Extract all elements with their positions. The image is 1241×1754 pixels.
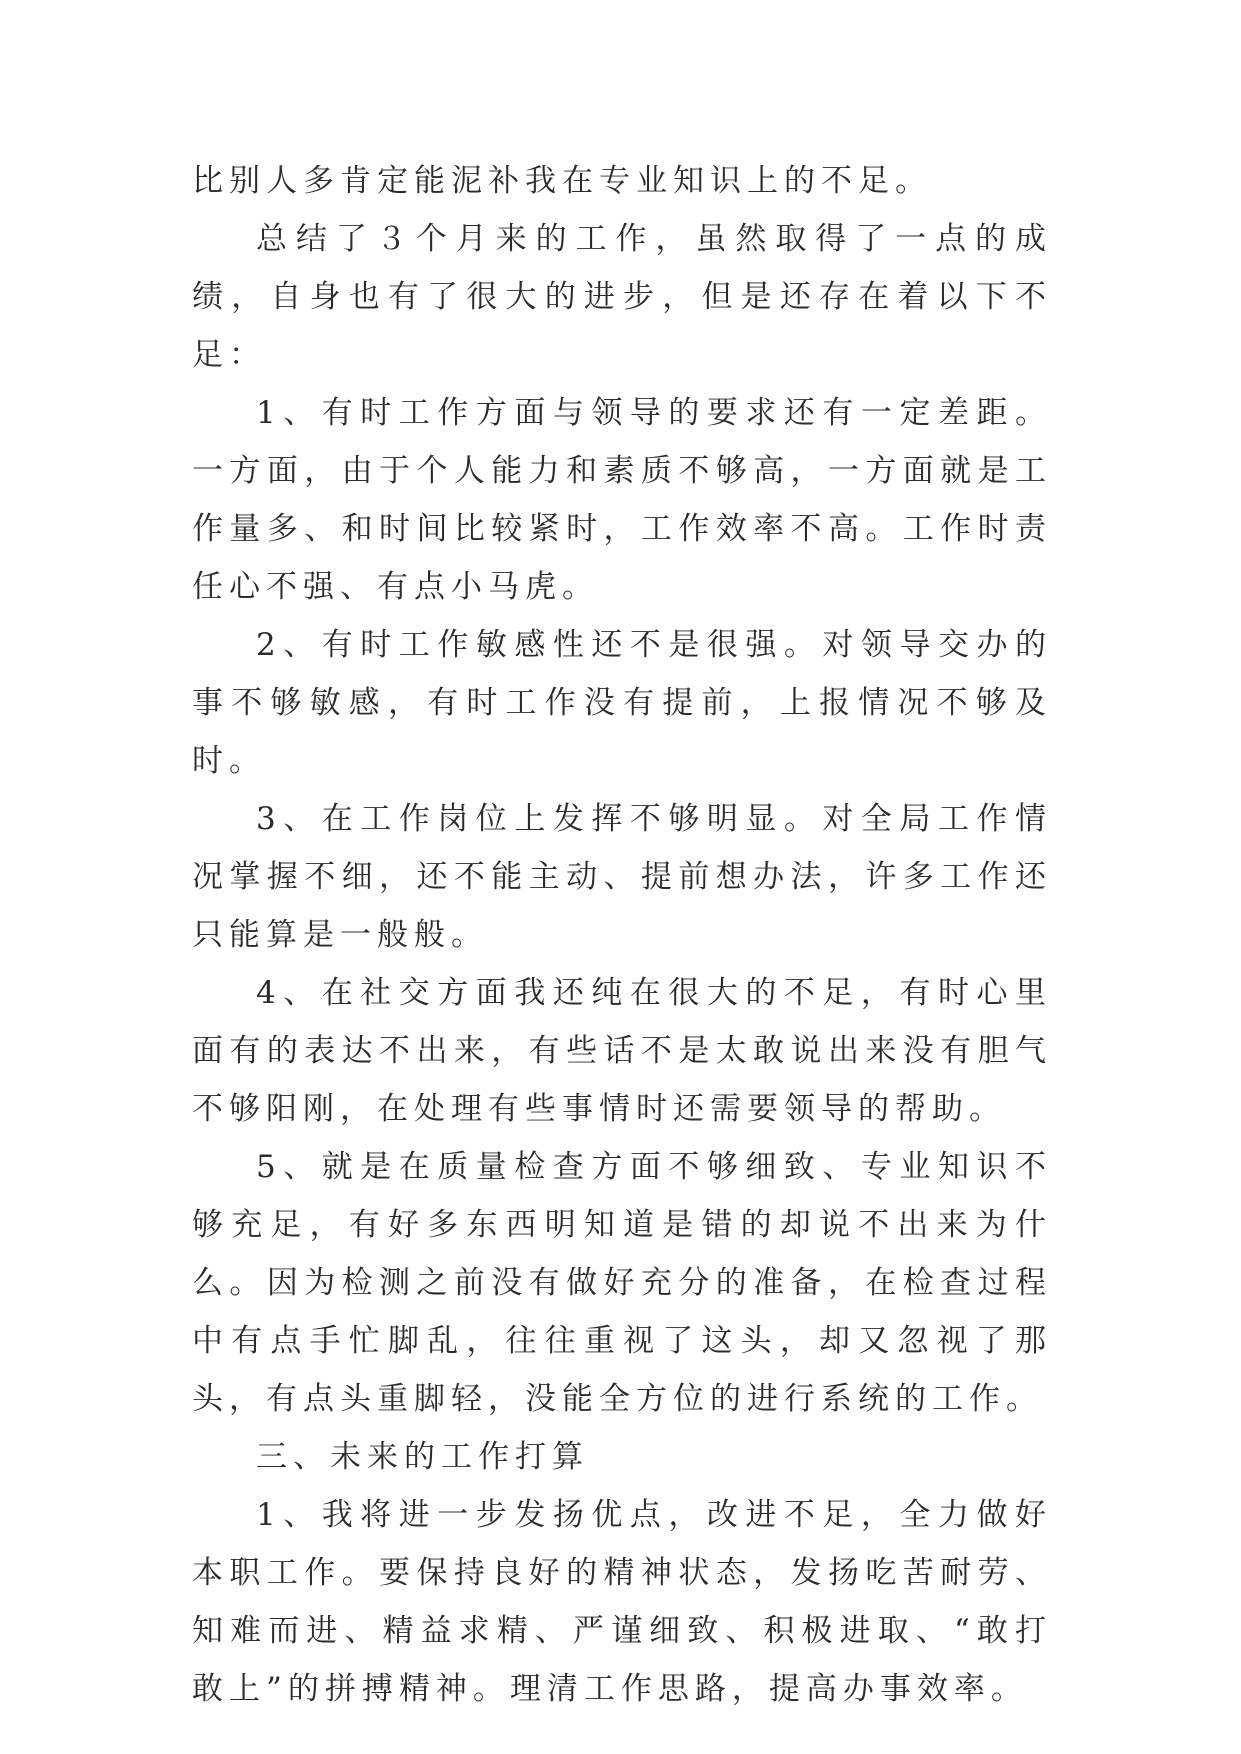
paragraph: 3、在工作岗位上发挥不够明显。对全局工作情况掌握不细，还不能主动、提前想办法，许多工作还只能算是一般般。 bbox=[192, 801, 1052, 953]
paragraph: 4、在社交方面我还纯在很大的不足，有时心里面有的表达不出来，有些话不是太敢说出来没有胆气不够阳刚，在处理有些事情时还需要领导的帮助。 bbox=[192, 975, 1052, 1127]
paragraph: 2、有时工作敏感性还不是很强。对领导交办的事不够敏感，有时工作没有提前，上报情况不够及时。 bbox=[192, 627, 1052, 779]
paragraph: 1、我将进一步发扬优点，改进不足，全力做好本职工作。要保持良好的精神状态，发扬吃苦耐劳、知难而进、精益求精、严谨细致、积极进取、“敢打敢上”的拼搏精神。理清工作思路，提高办事效率。 bbox=[192, 1497, 1052, 1707]
paragraph: 比别人多肯定能泥补我在专业知识上的不足。 bbox=[192, 163, 932, 199]
paragraph: 总结了３个月来的工作，虽然取得了一点的成绩，自身也有了很大的进步，但是还存在着以下不足： bbox=[192, 221, 1052, 373]
paragraph: 1、有时工作方面与领导的要求还有一定差距。一方面，由于个人能力和素质不够高，一方面就是工作量多、和时间比较紧时，工作效率不高。工作时责任心不强、有点小马虎。 bbox=[192, 395, 1052, 605]
document-body bbox=[192, 152, 1052, 1718]
paragraph: 5、就是在质量检查方面不够细致、专业知识不够充足，有好多东西明知道是错的却说不出来为什么。因为检测之前没有做好充分的准备，在检查过程中有点手忙脚乱，往往重视了这头，却又忽视了那头，有点头重脚轻，没能全方位的进行系统的工作。 bbox=[192, 1149, 1052, 1417]
section-heading: 三、未来的工作打算 bbox=[256, 1439, 589, 1475]
